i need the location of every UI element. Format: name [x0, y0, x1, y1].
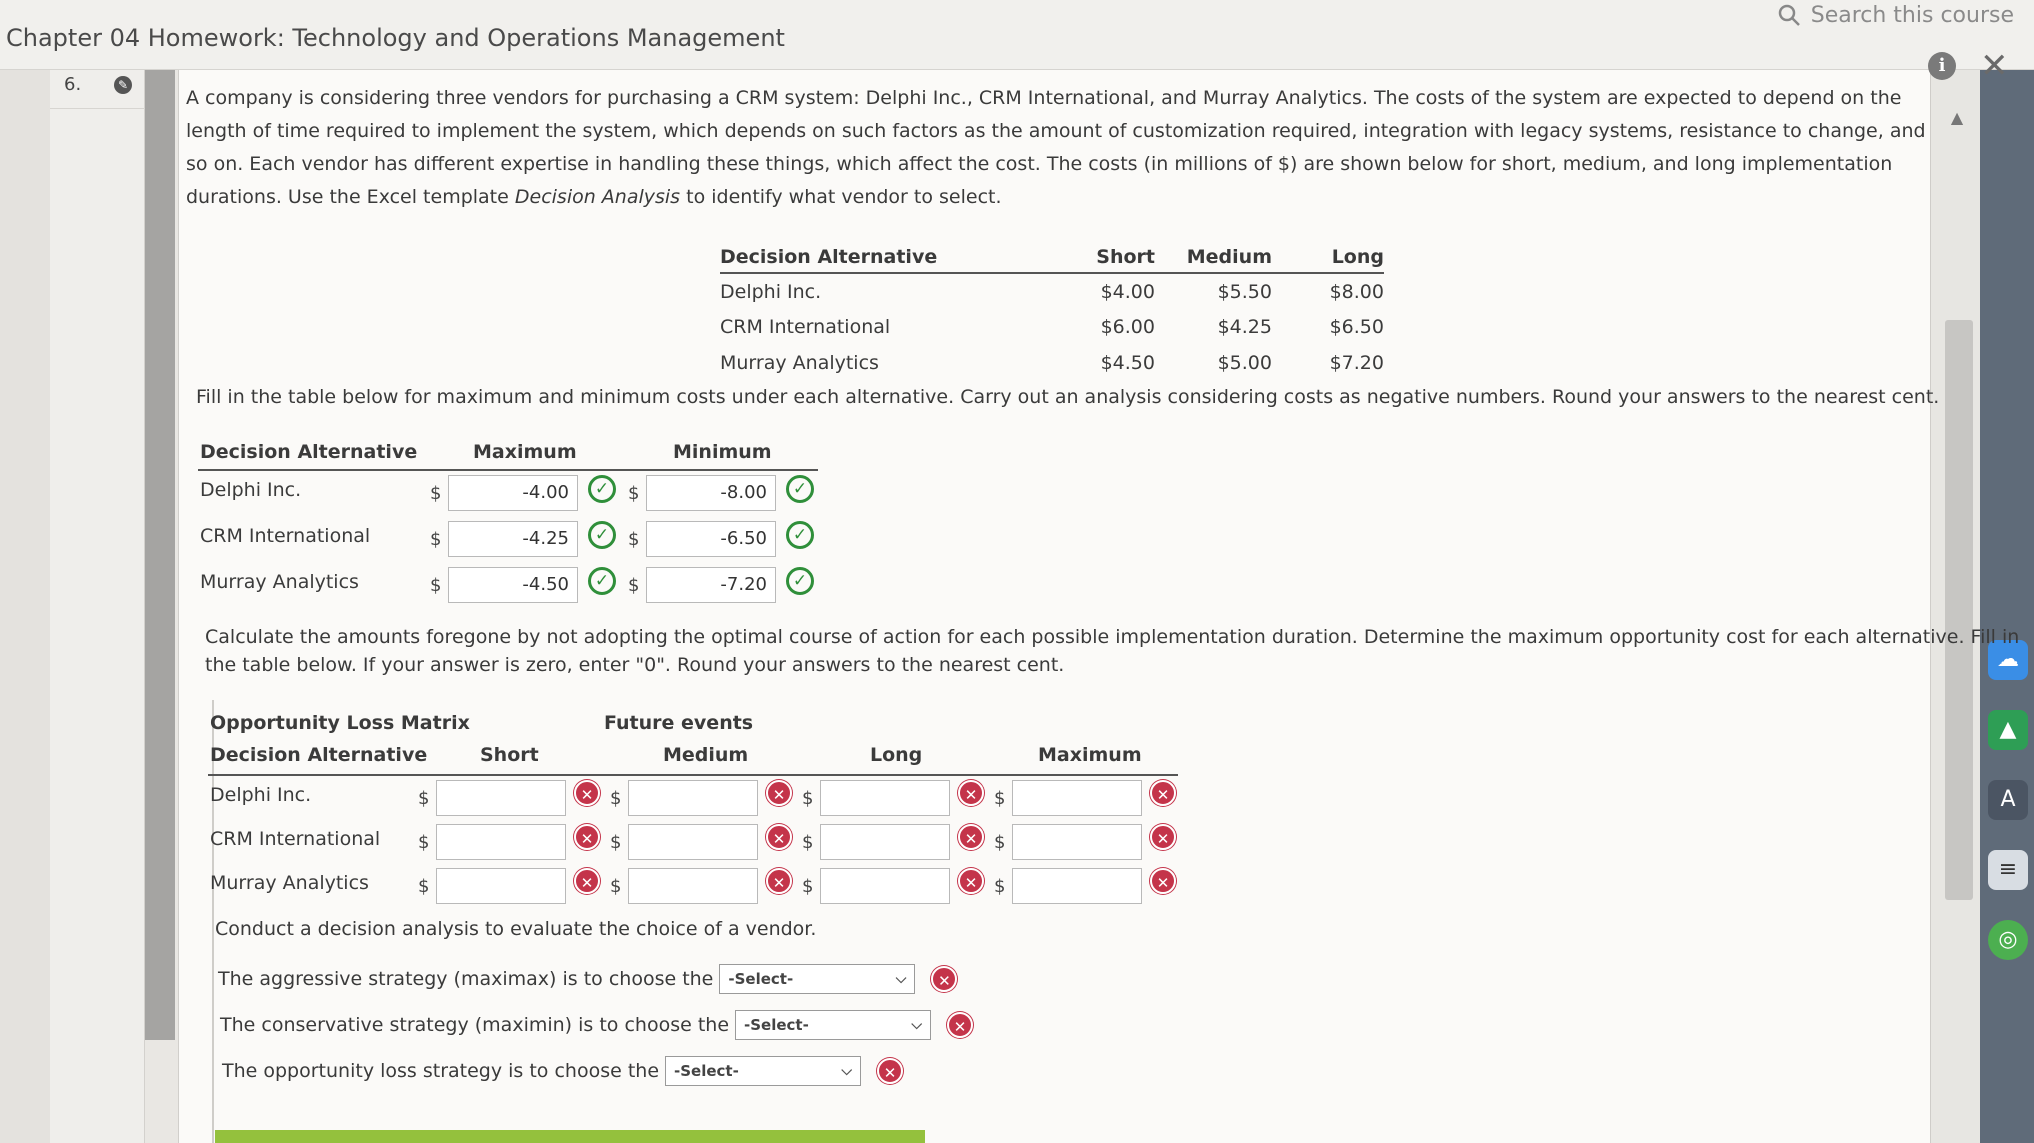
- table-row: [720, 345, 1384, 381]
- table-cell: $8.00: [1329, 280, 1384, 303]
- row-label: Murray Analytics: [210, 872, 369, 894]
- maximum-input[interactable]: -4.50: [448, 567, 578, 603]
- incorrect-x-icon: ✕: [1150, 868, 1176, 894]
- maximin-strategy: [220, 1010, 973, 1040]
- row-label: Delphi Inc.: [210, 784, 312, 806]
- correct-check-icon: ✓: [786, 521, 814, 549]
- top-bar: [0, 0, 2034, 70]
- question-intro: A company is considering three vendors for purchasing a CRM system: Delphi Inc., CRM International, and Murray Analytics. The costs of the system are expected to depend on the length of time required to implement the system, which depends on such factors as the amount of customization required, integration with legacy systems, resistance to change, and so on. Each vendor has different expertise in handling these things, which affect the cost. The costs (in millions of $) are shown below for short, medium, and long implementation durations. Use the Excel template Decision Analysis to identify what vendor to select.: [186, 87, 1926, 208]
- incorrect-x-icon: ✕: [958, 824, 984, 850]
- maximum-input[interactable]: -4.00: [448, 475, 578, 511]
- col-header: Decision Alternative: [200, 441, 418, 463]
- minimum-input[interactable]: -7.20: [646, 567, 776, 603]
- table-row: [720, 273, 1384, 309]
- table-row: [720, 309, 1384, 345]
- maximum-input[interactable]: -4.25: [448, 521, 578, 557]
- table-cell: $5.00: [1217, 352, 1272, 374]
- search-icon: [1777, 3, 1801, 27]
- medium-input[interactable]: [628, 780, 758, 816]
- row-label: CRM International: [200, 525, 371, 547]
- currency-symbol: $: [418, 876, 430, 897]
- drive-icon[interactable]: ▲: [1988, 710, 2028, 750]
- row-label: Delphi Inc.: [720, 280, 822, 303]
- nav-divider: [50, 108, 145, 109]
- correct-check-icon: ✓: [588, 475, 616, 503]
- correct-check-icon: ✓: [786, 475, 814, 503]
- oploss-title-row: [208, 710, 1178, 742]
- instruction-oploss-2: the table below. If your answer is zero, enter "0". Round your answers to the nearest cent.: [205, 654, 1065, 676]
- table-cell: $7.20: [1329, 352, 1384, 374]
- accessibility-icon[interactable]: A: [1988, 780, 2028, 820]
- question-nav: [50, 70, 145, 1143]
- question-status-icon: ✎: [114, 76, 132, 94]
- scroll-up-arrow-icon[interactable]: ▲: [1950, 108, 1964, 127]
- question-number[interactable]: 6.: [64, 74, 82, 95]
- currency-symbol: $: [802, 788, 814, 809]
- currency-symbol: $: [802, 876, 814, 897]
- minmax-table: [198, 435, 818, 609]
- currency-symbol: $: [994, 788, 1006, 809]
- feedback-toggle-bar[interactable]: [215, 1130, 925, 1143]
- scrollbar-thumb[interactable]: [1945, 320, 1973, 900]
- table-row: [208, 864, 1178, 908]
- col-header: Maximum: [1038, 744, 1142, 766]
- col-header: Long: [870, 744, 923, 766]
- table-row: [198, 517, 818, 563]
- template-name: Decision Analysis: [514, 186, 681, 208]
- incorrect-x-icon: ✕: [1150, 780, 1176, 806]
- table-cell: $4.25: [1217, 316, 1272, 338]
- correct-check-icon: ✓: [588, 567, 616, 595]
- strategy-label: The conservative strategy (maximin) is to choose the: [220, 1014, 730, 1036]
- currency-symbol: $: [994, 876, 1006, 897]
- currency-symbol: $: [802, 832, 814, 853]
- col-header: Short: [480, 744, 539, 766]
- incorrect-x-icon: ✕: [958, 868, 984, 894]
- currency-symbol: $: [628, 575, 640, 596]
- currency-symbol: $: [610, 832, 622, 853]
- col-header: Decision Alternative: [720, 240, 1050, 273]
- app-icon[interactable]: ◎: [1988, 920, 2028, 960]
- left-margin: [0, 70, 50, 1143]
- minimum-input[interactable]: -8.00: [646, 475, 776, 511]
- table-row: [198, 563, 818, 609]
- table-cell: $4.00: [1100, 280, 1155, 303]
- search-course[interactable]: [1777, 0, 2014, 30]
- short-input[interactable]: [436, 824, 566, 860]
- short-input[interactable]: [436, 868, 566, 904]
- currency-symbol: $: [418, 788, 430, 809]
- currency-symbol: $: [430, 529, 442, 550]
- row-label: Delphi Inc.: [200, 479, 302, 501]
- table-row: [198, 471, 818, 517]
- long-input[interactable]: [820, 780, 950, 816]
- panel-actions: [1928, 46, 2009, 86]
- incorrect-x-icon: ✕: [766, 824, 792, 850]
- question-indicator-bar: [145, 70, 175, 1040]
- chevron-down-icon: ⌵: [911, 1017, 923, 1033]
- col-header: Short: [1050, 240, 1155, 273]
- search-placeholder: Search this course: [1810, 2, 2014, 28]
- currency-symbol: $: [610, 876, 622, 897]
- chevron-down-icon: ⌵: [841, 1063, 853, 1079]
- minimum-input[interactable]: -6.50: [646, 521, 776, 557]
- currency-symbol: $: [418, 832, 430, 853]
- maximum-loss-input[interactable]: [1012, 868, 1142, 904]
- medium-input[interactable]: [628, 868, 758, 904]
- incorrect-x-icon: ✕: [574, 780, 600, 806]
- incorrect-x-icon: ✕: [947, 1012, 973, 1038]
- table-row: [208, 776, 1178, 820]
- incorrect-x-icon: ✕: [766, 868, 792, 894]
- maximin-select[interactable]: [735, 1010, 931, 1040]
- minmax-header: [198, 435, 818, 471]
- table-cell: $5.50: [1217, 280, 1272, 303]
- cost-table-header: [720, 240, 1384, 273]
- currency-symbol: $: [610, 788, 622, 809]
- info-icon[interactable]: i: [1928, 52, 1956, 80]
- col-header: Medium: [663, 744, 749, 766]
- cost-table: [720, 240, 1384, 381]
- opportunity-loss-strategy: [222, 1056, 903, 1086]
- close-icon[interactable]: ✕: [1980, 46, 2009, 86]
- instruction-minmax: Fill in the table below for maximum and minimum costs under each alternative. Carry out an analysis considering costs as negative numbers. Round your answers to the nearest cent.: [196, 386, 1940, 408]
- currency-symbol: $: [430, 483, 442, 504]
- course-title: Chapter 04 Homework: Technology and Operations Management: [6, 24, 785, 52]
- correct-check-icon: ✓: [786, 567, 814, 595]
- col-header: Long: [1272, 240, 1384, 273]
- long-input[interactable]: [820, 824, 950, 860]
- correct-check-icon: ✓: [588, 521, 616, 549]
- col-header: Decision Alternative: [210, 744, 428, 766]
- short-input[interactable]: [436, 780, 566, 816]
- strategy-label: The aggressive strategy (maximax) is to choose the: [218, 968, 714, 990]
- table-cell: $6.00: [1100, 316, 1155, 338]
- cloud-icon[interactable]: ☁: [1988, 640, 2028, 680]
- select-value: -Select-: [674, 1062, 739, 1080]
- incorrect-x-icon: ✕: [574, 824, 600, 850]
- question-text: [186, 82, 1926, 214]
- medium-input[interactable]: [628, 824, 758, 860]
- col-header: Minimum: [673, 441, 772, 463]
- oploss-title: Opportunity Loss Matrix: [210, 712, 470, 734]
- select-value: -Select-: [728, 970, 794, 988]
- row-label: Murray Analytics: [200, 571, 359, 593]
- chevron-down-icon: ⌵: [895, 971, 907, 987]
- table-cell: $4.50: [1100, 352, 1155, 374]
- col-header: Maximum: [473, 441, 577, 463]
- future-events-header: Future events: [604, 712, 754, 734]
- maximum-loss-input[interactable]: [1012, 780, 1142, 816]
- currency-symbol: $: [994, 832, 1006, 853]
- currency-symbol: $: [628, 483, 640, 504]
- notes-icon[interactable]: ≡: [1988, 850, 2028, 890]
- incorrect-x-icon: ✕: [766, 780, 792, 806]
- incorrect-x-icon: ✕: [877, 1058, 903, 1084]
- incorrect-x-icon: ✕: [958, 780, 984, 806]
- long-input[interactable]: [820, 868, 950, 904]
- currency-symbol: $: [430, 575, 442, 596]
- maximum-loss-input[interactable]: [1012, 824, 1142, 860]
- opportunity-loss-select[interactable]: [665, 1056, 861, 1086]
- row-label: Murray Analytics: [720, 352, 879, 374]
- maximax-strategy: [218, 964, 957, 994]
- table-row: [208, 820, 1178, 864]
- strategy-label: The opportunity loss strategy is to choose the: [222, 1060, 660, 1082]
- incorrect-x-icon: ✕: [931, 966, 957, 992]
- select-value: -Select-: [744, 1016, 809, 1034]
- row-label: CRM International: [210, 828, 381, 850]
- currency-symbol: $: [628, 529, 640, 550]
- maximax-select[interactable]: [719, 964, 915, 994]
- table-cell: $6.50: [1329, 316, 1384, 338]
- instruction-decision: Conduct a decision analysis to evaluate the choice of a vendor.: [215, 918, 817, 940]
- instruction-oploss-1: Calculate the amounts foregone by not adopting the optimal course of action for each possible implementation duration. Determine the maximum opportunity cost for each alternative. Fill in: [205, 626, 2020, 648]
- oploss-header: [208, 742, 1178, 776]
- system-dock: [1980, 70, 2034, 1143]
- incorrect-x-icon: ✕: [1150, 824, 1176, 850]
- incorrect-x-icon: ✕: [574, 868, 600, 894]
- opportunity-loss-table: [208, 710, 1178, 908]
- col-header: Medium: [1155, 240, 1272, 273]
- row-label: CRM International: [720, 316, 891, 338]
